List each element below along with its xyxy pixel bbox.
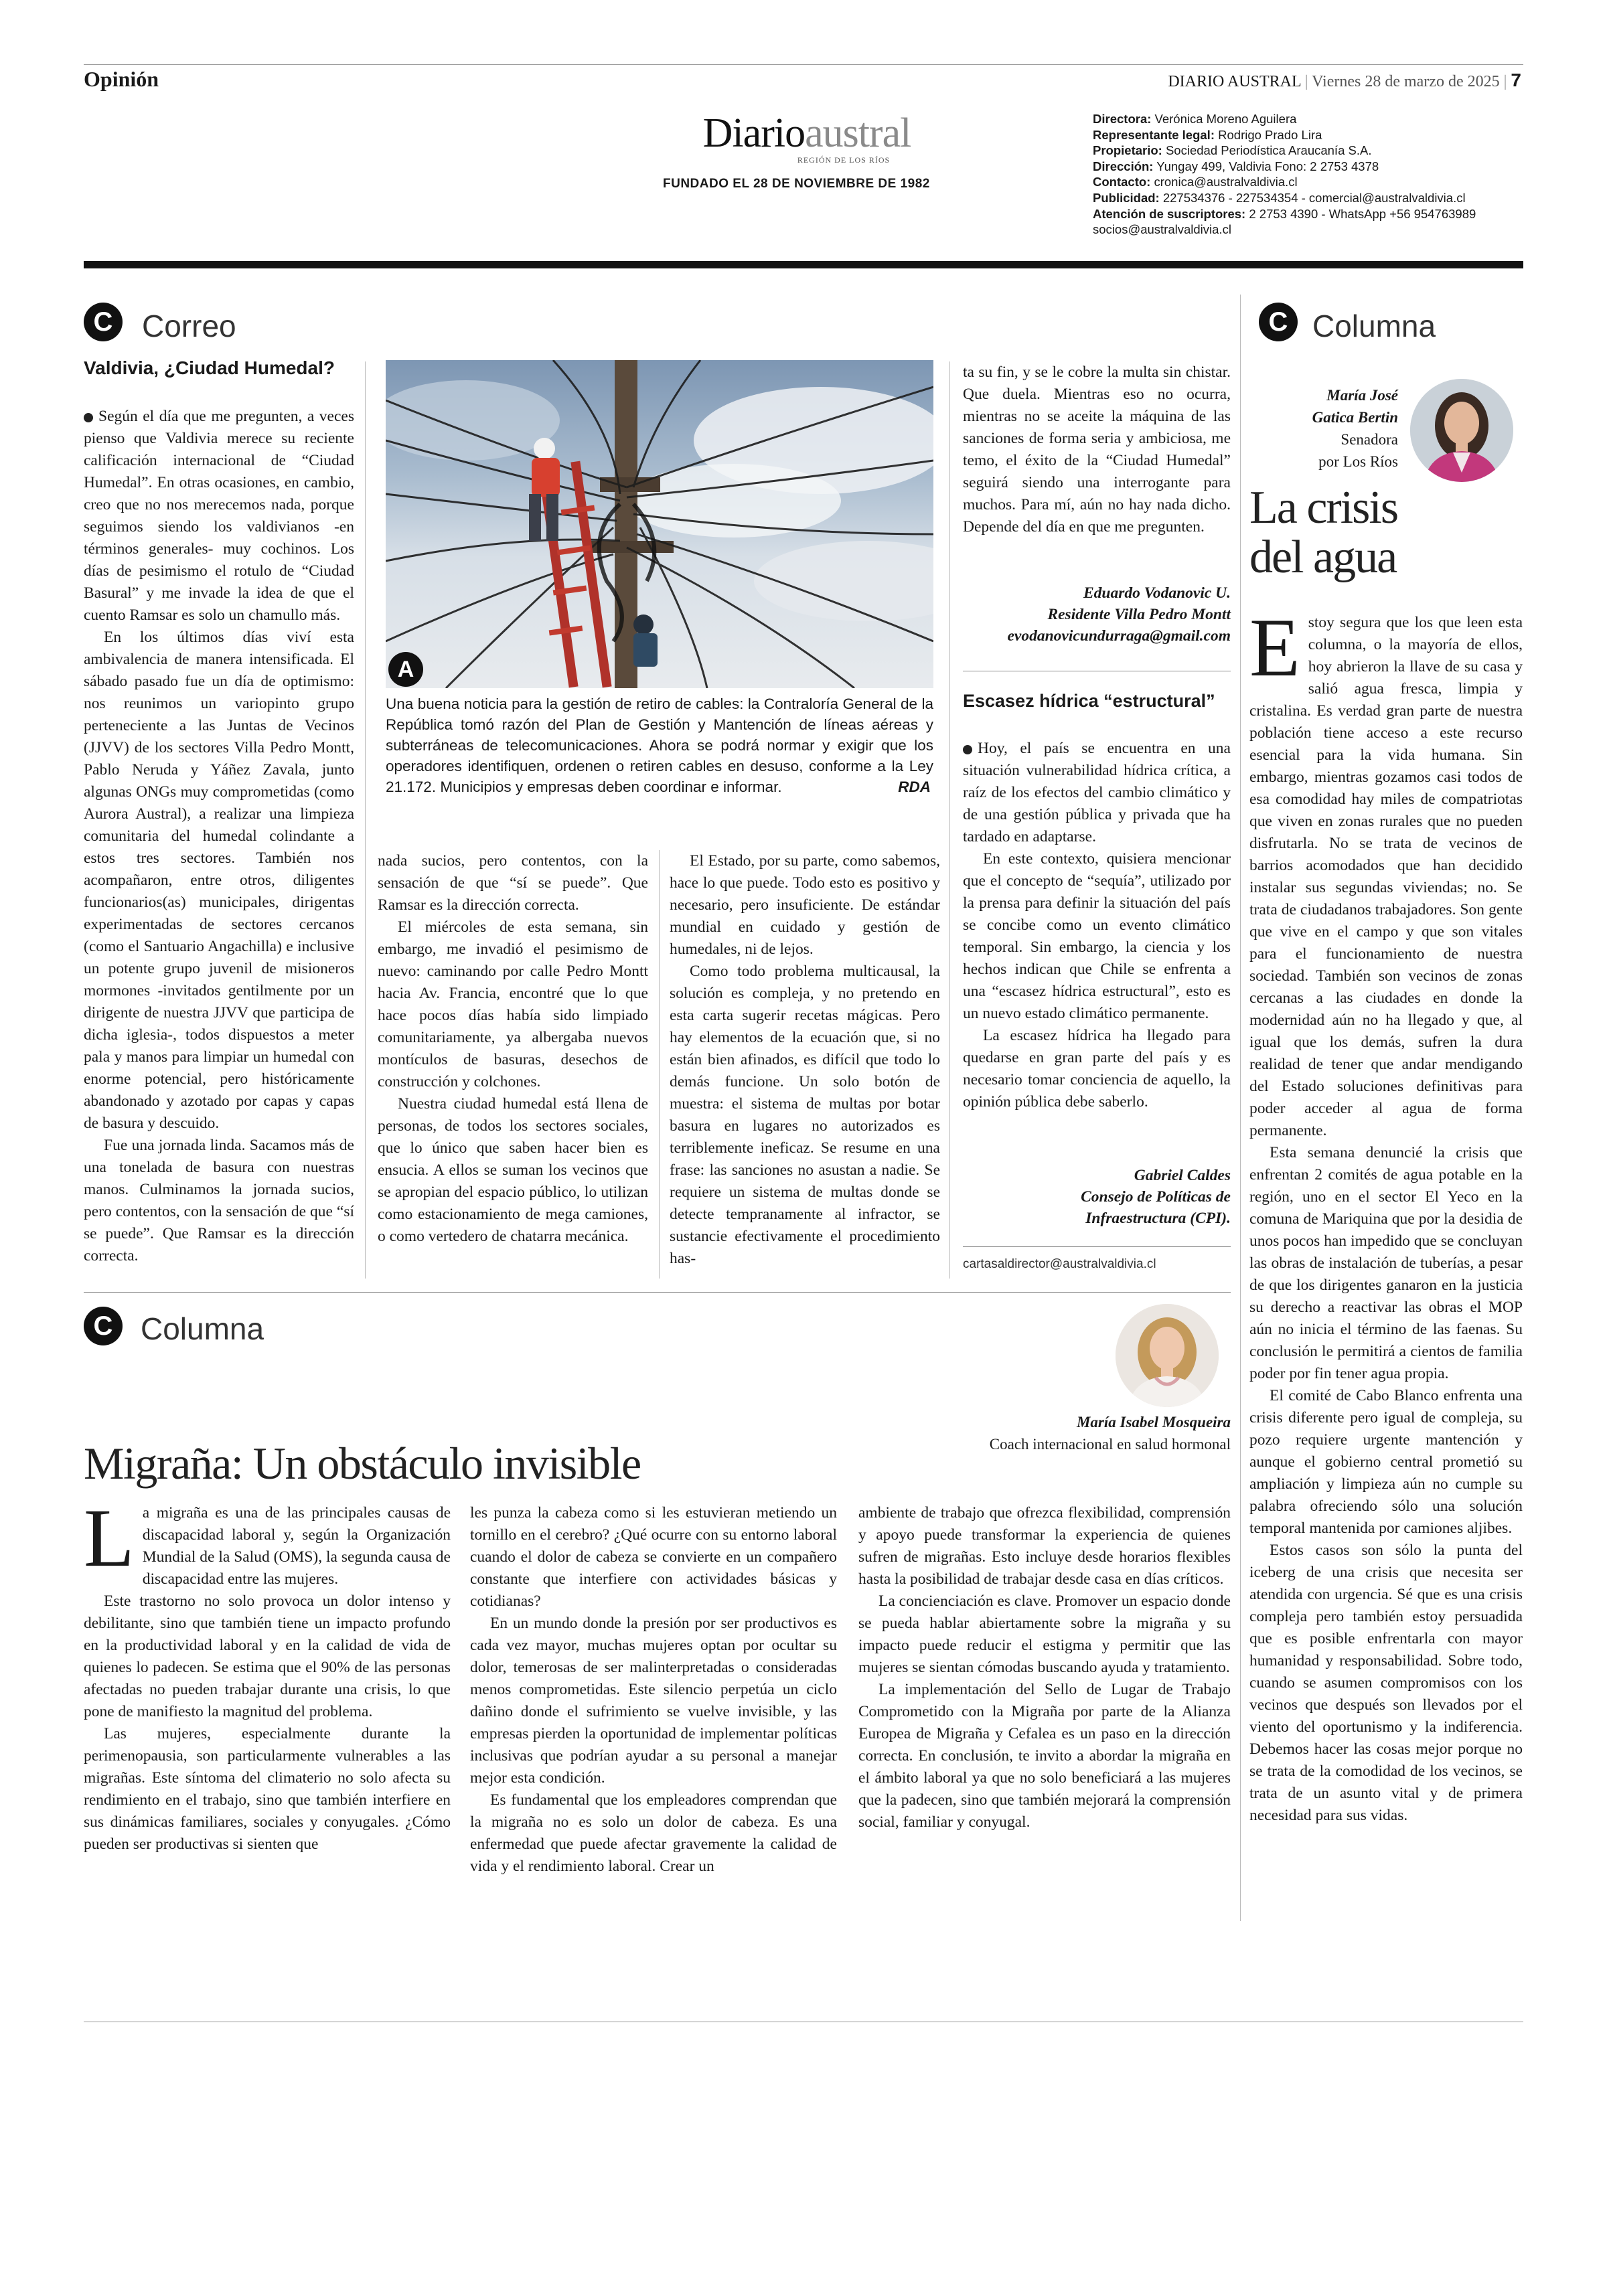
letter2-paragraph: La escasez hídrica ha llegado para quedarse en gran parte del país y es necesario tomar conciencia de aquello, la opinión pública debe saberlo. (963, 1027, 1231, 1111)
masthead-value: Verónica Moreno Aguilera (1154, 112, 1297, 126)
dropcap: E (1249, 612, 1300, 693)
columna-agua-section-title: Columna (1312, 309, 1436, 343)
letter1-signature (963, 582, 1231, 647)
letter1-author: Eduardo Vodanovic U. (1083, 584, 1231, 602)
masthead-value: Yungay 499, Valdivia Fono: 2 2753 4378 (1156, 159, 1379, 173)
letter1-paragraph: Como todo problema multicausal, la solución es compleja, y no pretendo en esta carta sugerir recetas mágicas. Pero hay elementos de la ecuación que, si no están bien afinados, es difícil que todo lo demás funcione. Un solo botón de muestra: el sistema de multas por botar basura en lugares no autorizados es terriblemente ineficaz. Se resume en una frase: las sanciones no asustan a nadie. Se requiere un sistema de multas donde se detecte tempranamente al infractor, se sustancie efectivamente el procedimiento has- (670, 963, 940, 1267)
columna-migrana-paragraph: Este trastorno no solo provoca un dolor intenso y debilitante, sino que también tiene un impacto profundo en la productividad laboral y en la calidad de vida de quienes lo padecen. Se estima que el 90% de las personas afectadas no pueden trabajar durante una crisis, lo que pone de manifiesto la magnitud del problema. (84, 1592, 451, 1720)
letter1-paragraph: ta su fin, y se le cobre la multa sin chistar. Que duela. Mientras eso no ocurra, mientras no se aceite la máquina de las sanciones de forma seria y ambiciosa, me temo, el éxito de la “Ciudad Humedal” seguirá siendo una interrogante para muchos. Para mí, aún no hay nada dicho. Depende del día en que me pregunten. (963, 363, 1231, 536)
letter2-paragraph: En este contexto, quisiera mencionar que el concepto de “sequía”, utilizado por la prensa para definir la situación del país se concibe como un evento climático temporal. Sin embargo, la ciencia y los hechos indican que Chile se enfrenta a una “escasez hídrica estructural”, esto es un nuevo estado climático permanente. (963, 850, 1231, 1022)
correo-badge-icon: C (84, 303, 123, 341)
columna-agua-paragraph: El comité de Cabo Blanco enfrenta una crisis diferente pero igual de compleja, su pozo requiere urgente mantención y aunque el gobierno central prometió su ampliación y limpieza aún no cumple su palabra ofreciendo sólo una solución temporal mantenida por camiones aljibes. (1249, 1387, 1523, 1537)
headline-line-1: La crisis (1249, 482, 1398, 534)
masthead-rule (84, 261, 1523, 268)
paper-name: DIARIO AUSTRAL (1168, 73, 1301, 90)
issue-date: Viernes 28 de marzo de 2025 (1312, 73, 1500, 90)
masthead-row (1093, 190, 1476, 206)
letter2-paragraph: Hoy, el país se encuentra en una situación vulnerabilidad hídrica crítica, a raíz de los efectos del cambio climático y de una gestión pública y privada que ha tardado en adaptarse. (963, 740, 1231, 845)
columna-agua-body (1249, 612, 1523, 1924)
columna-migrana-paragraph: La concienciación es clave. Promover un espacio donde se pueda hablar abiertamente sobre la migraña y su impacto puede reducir el estigma y permitir que las mujeres se sientan cómodas buscando ayuda y tratamiento. (858, 1592, 1231, 1676)
avatar-illustration (1410, 379, 1513, 482)
avatar-illustration (1116, 1304, 1219, 1407)
header-top-rule (84, 64, 1523, 65)
photo-illustration (386, 360, 933, 688)
headline-line-2: del agua (1249, 531, 1397, 583)
letters-email-link[interactable]: cartasaldirector@australvaldivia.cl (963, 1257, 1156, 1271)
letter2-author-role-2: Infraestructura (CPI). (1085, 1210, 1231, 1227)
columna-migrana-badge-icon: C (84, 1307, 123, 1345)
photo-credit: RDA (898, 778, 931, 795)
masthead-value: 227534376 - 227534354 - comercial@australvaldivia.cl (1162, 190, 1466, 205)
bullet-icon (963, 745, 972, 754)
section-label: Opinión (84, 67, 159, 91)
columna-migrana-paragraph: La implementación del Sello de Lugar de Trabajo Comprometido con la Migraña por parte de la Alianza Europea de Migraña y Cefalea es un paso en la dirección correcta. En conclusión, te invito a abordar la migraña en el ámbito laboral ya que no solo beneficiará a las mujeres que la padecen, sino que también mejorará la comprensión social, familiar y conyugal. (858, 1681, 1231, 1831)
columna-migrana-section-title: Columna (141, 1311, 264, 1346)
letter1-paragraph: nada sucios, pero contentos, con la sensación de que “sí se puede”. Que Ramsar es la dirección correcta. (378, 852, 648, 914)
columna-agua-author-2: Gatica Bertin (1312, 409, 1398, 426)
columna-migrana-paragraph: Las mujeres, especialmente durante la perimenopausia, son particularmente vulnerables a las migrañas. Este síntoma del climaterio no solo afecta su rendimiento en el trabajo, sino que también interfiere en sus dinámicas familiares, sociales y conyugales. ¿Cómo pueden ser productivas si sienten que (84, 1725, 451, 1853)
masthead-label: Representante legal: (1093, 127, 1215, 142)
columna-migrana-role: Coach internacional en salud hormonal (989, 1436, 1231, 1453)
columna-agua-headline (1249, 483, 1397, 582)
columna-migrana-headline: Migraña: Un obstáculo invisible (84, 1438, 641, 1489)
logo-subtitle: REGIÓN DE LOS RÍOS (797, 155, 891, 165)
masthead-row (1093, 111, 1476, 127)
masthead-label: Contacto: (1093, 175, 1151, 189)
section-divider (84, 1292, 1231, 1293)
logo-accent: austral (805, 110, 911, 156)
letter1-author-role: Residente Villa Pedro Montt (1047, 606, 1231, 623)
columna-agua-byline (1252, 384, 1398, 473)
columna-migrana-paragraph: ambiente de trabajo que ofrezca flexibilidad, comprensión y apoyo puede transformar la experiencia de quienes sufren de migrañas. Esto incluye desde horarios flexibles hasta la posibilidad de trabajar desde casa en días críticos. (858, 1504, 1231, 1588)
letter1-paragraph: Nuestra ciudad humedal está llena de personas, de todos los sectores sociales, que lo único que saben hacer bien es ensucia. A ellos se suman los vecinos que se apropian del espacio público, lo utilizan como estacionamiento de mega camiones, o como vertedero de chatarra mecánica. (378, 1095, 648, 1245)
masthead-row (1093, 206, 1476, 222)
letter2-author-role: Consejo de Políticas de (1081, 1188, 1231, 1206)
photo-caption (386, 693, 933, 797)
masthead-value: Sociedad Periodística Araucanía S.A. (1165, 143, 1372, 158)
columna-agua-paragraph: Esta semana denuncié la crisis que enfrentan 2 comités de agua potable en la región, uno en el sector El Yeco en la comuna de Mariquina que por la desidia de unos pocos han impedido que se concluyan las obras de instalación de tuberías, a pesar de que los dirigentes ganaron en la justicia su derecho a reactivar las obras el MOP aún no inicia el término de las faenas. Su conclusión le permitirá a cientos de familia poder por fin tener agua propia. (1249, 1144, 1523, 1382)
columna-migrana-col-3 (858, 1502, 1231, 1910)
columna-agua-paragraph: Estos casos son sólo la punta del iceberg de una crisis que necesita ser atendida con urgencia. Sé que es una crisis compleja pero también estoy persuadida que es posible enfrentarla con mayor humanidad y responsabilidad. Sobre todo, cuando se asumen compromisos con los vecinos que después son llevados por el viento del oportunismo y la indiferencia. Debemos hacer las cosas mejor porque no se trata de la comodidad de los vecinos, se trata de un asunto vital y de primera necesidad para sus vidas. (1249, 1542, 1523, 1824)
page-number: 7 (1511, 70, 1521, 90)
dropcap: L (84, 1502, 135, 1584)
columna-migrana-paragraph: les punza la cabeza como si les estuvieran metiendo un tornillo en el cerebro? ¿Qué ocurre con su entorno laboral cuando el dolor de cabeza se convierte en un compañero constante que interfiere con actividades básicas y cotidianas? (470, 1504, 837, 1610)
letter2-signature (963, 1165, 1231, 1229)
columna-migrana-avatar (1116, 1304, 1219, 1407)
columna-migrana-paragraph: La migraña es una de las principales causas de discapacidad laboral y, según la Organización Mundial de la Salud (OMS), la segunda causa de discapacidad entre las mujeres. (84, 1502, 451, 1588)
letter2-body (963, 738, 1231, 1113)
letter1-paragraph: Según el día que me pregunten, a veces pienso que Valdivia merece su reciente calificación internacional de “Ciudad Humedal”. En otras ocasiones, en cambio, creo que no nos merecemos nada, porque seguimos siendo los valdivianos -en términos generales- muy cochinos. Los días de pesimismo el rotulo de “Ciudad Basural” y me invade la idea de que el cuento Ramsar es solo un chamullo más. (84, 408, 354, 624)
columna-agua-role: Senadora (1341, 431, 1398, 448)
masthead-label: Publicidad: (1093, 190, 1160, 205)
newspaper-logo (690, 112, 924, 165)
letter1-paragraph: El miércoles de esta semana, sin embargo, me invadió el pesimismo de nuevo: caminando por calle Pedro Montt hacia Av. Francia, encontré que lo que hace pocos días había sido limpiado comunitariamente, ya albergaba nuevos montículos de basuras, desechos de construcción y colchones. (378, 918, 648, 1090)
columna-migrana-paragraph: Es fundamental que los empleadores comprendan que la migraña no es solo un dolor de cabeza. Es una enfermedad que puede afectar gravemente la calidad de vida y el rendimiento laboral. Crear un (470, 1791, 837, 1875)
letter1-title: Valdivia, ¿Ciudad Humedal? (84, 357, 335, 378)
photo-badge-icon: A (388, 652, 423, 687)
columna-migrana-col-2 (470, 1502, 837, 1910)
column-divider (659, 850, 660, 1279)
letter1-paragraph: El Estado, por su parte, como sabemos, hace lo que puede. Todo esto es positivo y necesario, pero insuficiente. De estándar mundial en cuidado y gestión de humedales, ni de lejos. (670, 852, 940, 958)
masthead-info (1093, 111, 1476, 238)
column-divider (365, 361, 366, 1279)
bullet-icon (84, 413, 93, 422)
letter1-paragraph: Fue una jornada linda. Sacamos más de una tonelada de basura con nuestras manos. Culminamos la jornada sucios, pero contentos, con la sensación de que “sí se puede”. Que Ramsar es la dirección correcta. (84, 1137, 354, 1264)
masthead-value: 2 2753 4390 - WhatsApp +56 954763989 (1249, 206, 1476, 221)
columna-agua-role-2: por Los Ríos (1318, 453, 1398, 470)
letter2-title: Escasez hídrica “estructural” (963, 691, 1215, 711)
letter2-author: Gabriel Caldes (1134, 1167, 1231, 1184)
masthead-value: cronica@australvaldivia.cl (1154, 175, 1298, 189)
caption-text: Una buena noticia para la gestión de retiro de cables: la Contraloría General de la República tomó razón del Plan de Gestión y Mantención de líneas aéreas y subterráneas de telecomunicaciones. Ahora se podrá normar y exigir que los operadores identifiquen, ordenen o retiren cables en desuso, conforme a la Ley 21.172. Municipios y empresas deben coordinar e informar. (386, 695, 933, 795)
columna-agua-paragraph: Estoy segura que los que leen esta columna, o la mayoría de ellos, hoy abrieron la llave de su casa y salió agua fresca, limpia y cristalina. Es verdad gran parte de nuestra población tiene acceso a este recurso esencial para la vida humana. Sin embargo, mientras gozamos casi todos de esa comodidad hay miles de compatriotas que viven en zonas rurales que no pueden disfrutarla. No se trata de vecinos de barrios acomodados que han decidido instalar sus segundas viviendas; no. Se trata de ciudadanos trabajadores. Son gente que vive en el campo y que son vitales para el funcionamiento de nuestra sociedad. También son vecinos de zonas cercanas a las ciudades en donde la modernidad aún no ha llegado y que, al igual que los demás, sufren la dura realidad de tener que andar mendigando del Estado soluciones definitivas para poder acceder al agua de forma permanente. (1249, 612, 1523, 1139)
logo-main: Diario (702, 110, 806, 156)
columna-migrana-col-1 (84, 1502, 451, 1910)
columna-agua-badge-icon: C (1259, 303, 1298, 341)
cable-photo (386, 360, 933, 688)
letter1-paragraph: En los últimos días viví esta ambivalencia de manera intensificada. El sábado pasado fue un día de optimismo: nos reunimos un variopinto grupo perteneciente a las Juntas de Vecinos (JJVV) de los sectores Villa Pedro Montt, Pablo Neruda y Yáñez Zavala, junto algunas ONGs muy comprometidas (como Aurora Austral), a realizar una limpieza comunitaria del humedal colindante a estos tres sectores. También nos acompañaron, entre otros, diligentes funcionarios(as) municipales, dirigentas experimentadas de sectores cercanos (como el Santuario Angachilla) e inclusive un potente grupo juvenil de misioneros mormones -invitados gentilmente por un dirigente de nuestra JJVV que participa de dicha iglesia-, todos dispuestos a meter pala y manos para limpiar un humedal con enorme potencial, pero históricamente abandonado y azotado por capas y capas de basura y descuido. (84, 629, 354, 1132)
columna-agua-author: María José (1326, 387, 1398, 404)
masthead-value: Rodrigo Prado Lira (1218, 127, 1322, 142)
masthead-label: Propietario: (1093, 143, 1162, 158)
founded-line: FUNDADO EL 28 DE NOVIEMBRE DE 1982 (663, 177, 930, 191)
masthead-label: Directora: (1093, 112, 1152, 126)
masthead-row (1093, 222, 1476, 238)
masthead-label: Atención de suscriptores: (1093, 206, 1246, 221)
letter1-column-1 (84, 406, 354, 1287)
correo-section-title: Correo (142, 309, 236, 343)
masthead-row (1093, 127, 1476, 143)
letter1-author-email: evodanovicundurraga@gmail.com (1007, 627, 1231, 645)
author-avatar (1410, 379, 1513, 482)
columna-migrana-author: María Isabel Mosqueira (1076, 1414, 1231, 1430)
letter1-column-3 (670, 850, 940, 1285)
masthead-value: socios@australvaldivia.cl (1093, 222, 1231, 237)
page-header-info: DIARIO AUSTRAL | Viernes 28 de marzo de 2025 | 7 (1168, 70, 1521, 90)
letter1-column-2 (378, 850, 648, 1285)
masthead-row (1093, 159, 1476, 175)
column-divider (1240, 295, 1241, 1921)
letter-divider (963, 1246, 1231, 1247)
masthead-label: Dirección: (1093, 159, 1154, 173)
masthead-row (1093, 143, 1476, 159)
column-divider (949, 361, 950, 1279)
masthead-row (1093, 174, 1476, 190)
letter1-column-4 (963, 361, 1231, 562)
columna-migrana-paragraph: En un mundo donde la presión por ser productivos es cada vez mayor, muchas mujeres optan por ocultar su dolor, temerosas de ser malinterpretadas o consideradas menos comprometidas. Este silencio perpetúa un ciclo dañino donde el sufrimiento se vuelve invisible, y las empresas pierden la oportunidad de implementar políticas inclusivas que podrían ayudar a su personal a manejar mejor esta condición. (470, 1615, 837, 1787)
columna-migrana-byline (870, 1411, 1231, 1455)
